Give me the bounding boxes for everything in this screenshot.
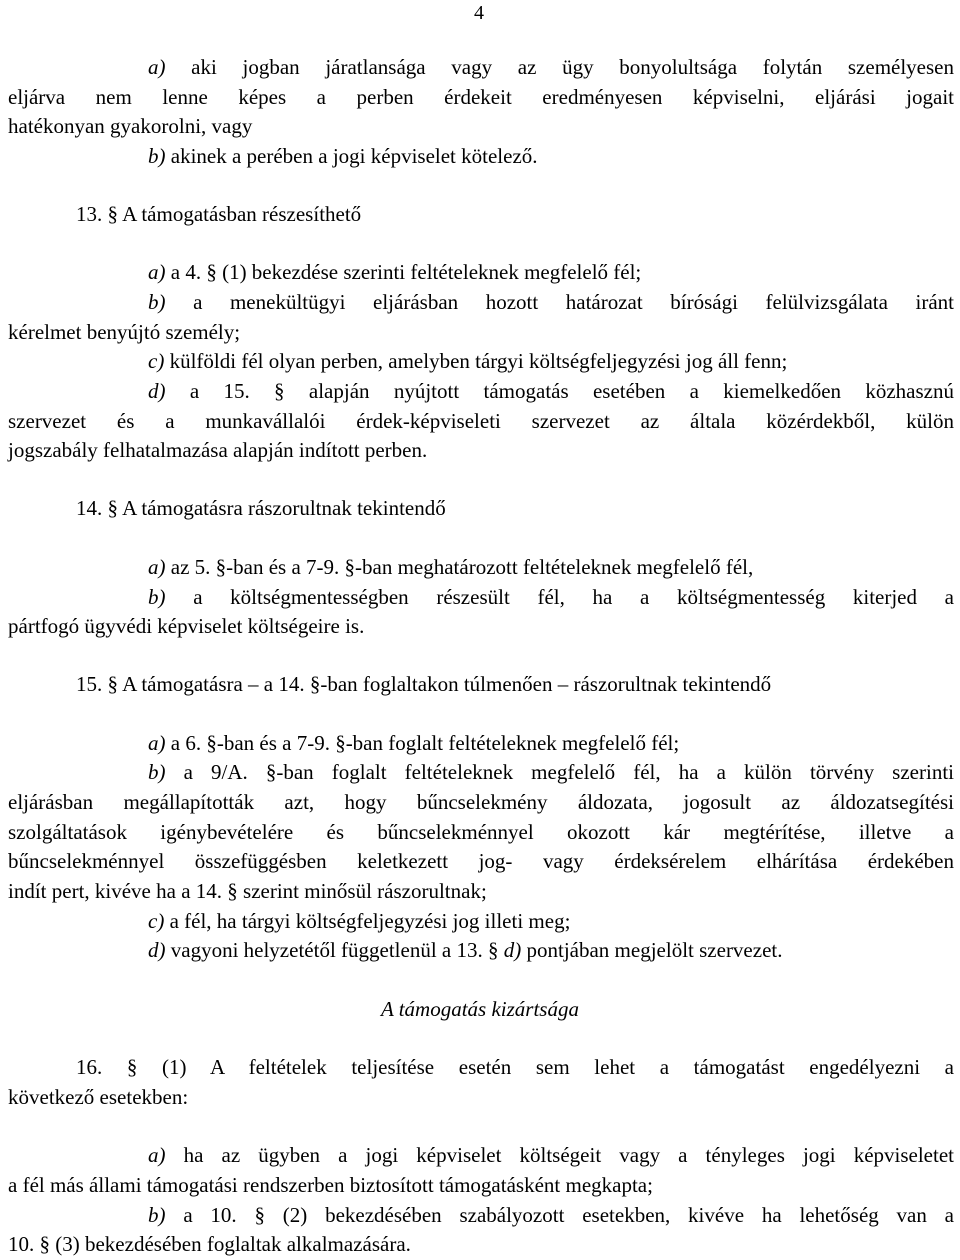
item-b-line [148, 289, 954, 315]
item-b-line [148, 1202, 954, 1228]
text-line: a fél más állami támogatási rendszerben biztosított támogatásként megkapta; [8, 1173, 653, 1197]
item-reference: d) [503, 938, 522, 962]
text: a 6. §-ban és a 7-9. §-ban foglalt feltételeknek megfelelő fél; [170, 731, 680, 755]
text: pontjában megjelölt szervezet. [526, 938, 783, 962]
item-label: d) [148, 379, 166, 403]
text-line: következő esetekben: [8, 1085, 189, 1109]
item-c-line [148, 348, 954, 374]
text-line: szervezet és a munkavállalói érdek-képviseleti szervezet az általa közérdekből, külön [8, 409, 954, 433]
text: a 9/A. §-ban foglalt feltételeknek megfelelő fél, ha a külön törvény szerinti [183, 760, 954, 784]
text-line: szolgáltatások igénybevételére és bűncselekménnyel okozott kár megtérítése, illetve a [8, 820, 954, 844]
text-line: eljárva nem lenne képes a perben érdekeit eredményesen képviselni, eljárási jogait [8, 85, 954, 109]
item-a-line [148, 54, 954, 80]
text-line: kérelmet benyújtó személy; [8, 320, 241, 344]
text-line: eljárásban megállapították azt, hogy bűncselekmény áldozata, jogosult az áldozatsegítési [8, 790, 954, 814]
text: ha az ügyben a jogi képviselet költségeit vagy a tényleges jogi képviseletet [183, 1143, 954, 1167]
item-d-line [148, 937, 954, 963]
item-label: a) [148, 55, 166, 79]
item-label: c) [148, 909, 165, 933]
item-a-line [148, 1142, 954, 1168]
text: a 4. § (1) bekezdése szerinti feltételeknek megfelelő fél; [170, 260, 642, 284]
item-label: c) [148, 349, 165, 373]
page-number: 4 [474, 2, 484, 24]
item-a-line [148, 259, 954, 285]
text: a 10. § (2) bekezdésében szabályozott esetekben, kivéve ha lehetőség van a [183, 1203, 955, 1227]
text: aki jogban járatlansága vagy az ügy bonyolultsága folytán személyesen [191, 55, 954, 79]
item-label: d) [148, 938, 166, 962]
text-line: jogszabály felhatalmazása alapján indított perben. [8, 438, 428, 462]
section-15-heading: 15. § A támogatásra – a 14. §-ban foglaltakon túlmenően – rászorultnak tekintendő [76, 672, 772, 696]
item-label: b) [148, 144, 166, 168]
item-label: a) [148, 555, 166, 579]
text-line: bűncselekménnyel összefüggésben keletkezett jog- vagy érdeksérelem elhárítása érdekében [8, 849, 954, 873]
item-c-line [148, 908, 954, 934]
item-a-line [148, 554, 954, 580]
item-b-line [148, 584, 954, 610]
section-13-heading: 13. § A támogatásban részesíthető [76, 202, 362, 226]
item-label: b) [148, 1203, 166, 1227]
item-a-line [148, 730, 954, 756]
item-label: a) [148, 731, 166, 755]
text-line: hatékonyan gyakorolni, vagy [8, 114, 253, 138]
text: külföldi fél olyan perben, amelyben tárgyi költségfeljegyzési jog áll fenn; [169, 349, 788, 373]
text: az 5. §-ban és a 7-9. §-ban meghatározott feltételeknek megfelelő fél, [170, 555, 754, 579]
text: vagyoni helyzetétől függetlenül a 13. § [170, 938, 499, 962]
section-16-first-line: 16. § (1) A feltételek teljesítése esetén sem lehet a támogatást engedélyezni a [76, 1055, 954, 1079]
text-line: 10. § (3) bekezdésében foglaltak alkalmazására. [8, 1232, 411, 1256]
text: a költségmentességben részesült fél, ha a költségmentesség kiterjed a [193, 585, 955, 609]
text: a fél, ha tárgyi költségfeljegyzési jog illeti meg; [169, 909, 571, 933]
item-label: a) [148, 260, 166, 284]
item-label: a) [148, 1143, 166, 1167]
text: a 15. § alapján nyújtott támogatás esetében a kiemelkedően közhasznú [189, 379, 954, 403]
subsection-title: A támogatás kizártsága [381, 997, 579, 1021]
text-line: pártfogó ügyvédi képviselet költségeire is. [8, 614, 365, 638]
item-b-line [148, 759, 954, 785]
item-label: b) [148, 760, 166, 784]
item-d-line [148, 378, 954, 404]
text-line: indít pert, kivéve ha a 14. § szerint minősül rászorultnak; [8, 879, 487, 903]
item-b-line [148, 143, 954, 169]
section-14-heading: 14. § A támogatásra rászorultnak tekintendő [76, 496, 446, 520]
text: a menekültügyi eljárásban hozott határozat bírósági felülvizsgálata iránt [193, 290, 955, 314]
item-label: b) [148, 585, 166, 609]
text: akinek a perében a jogi képviselet kötelező. [170, 144, 538, 168]
item-label: b) [148, 290, 166, 314]
